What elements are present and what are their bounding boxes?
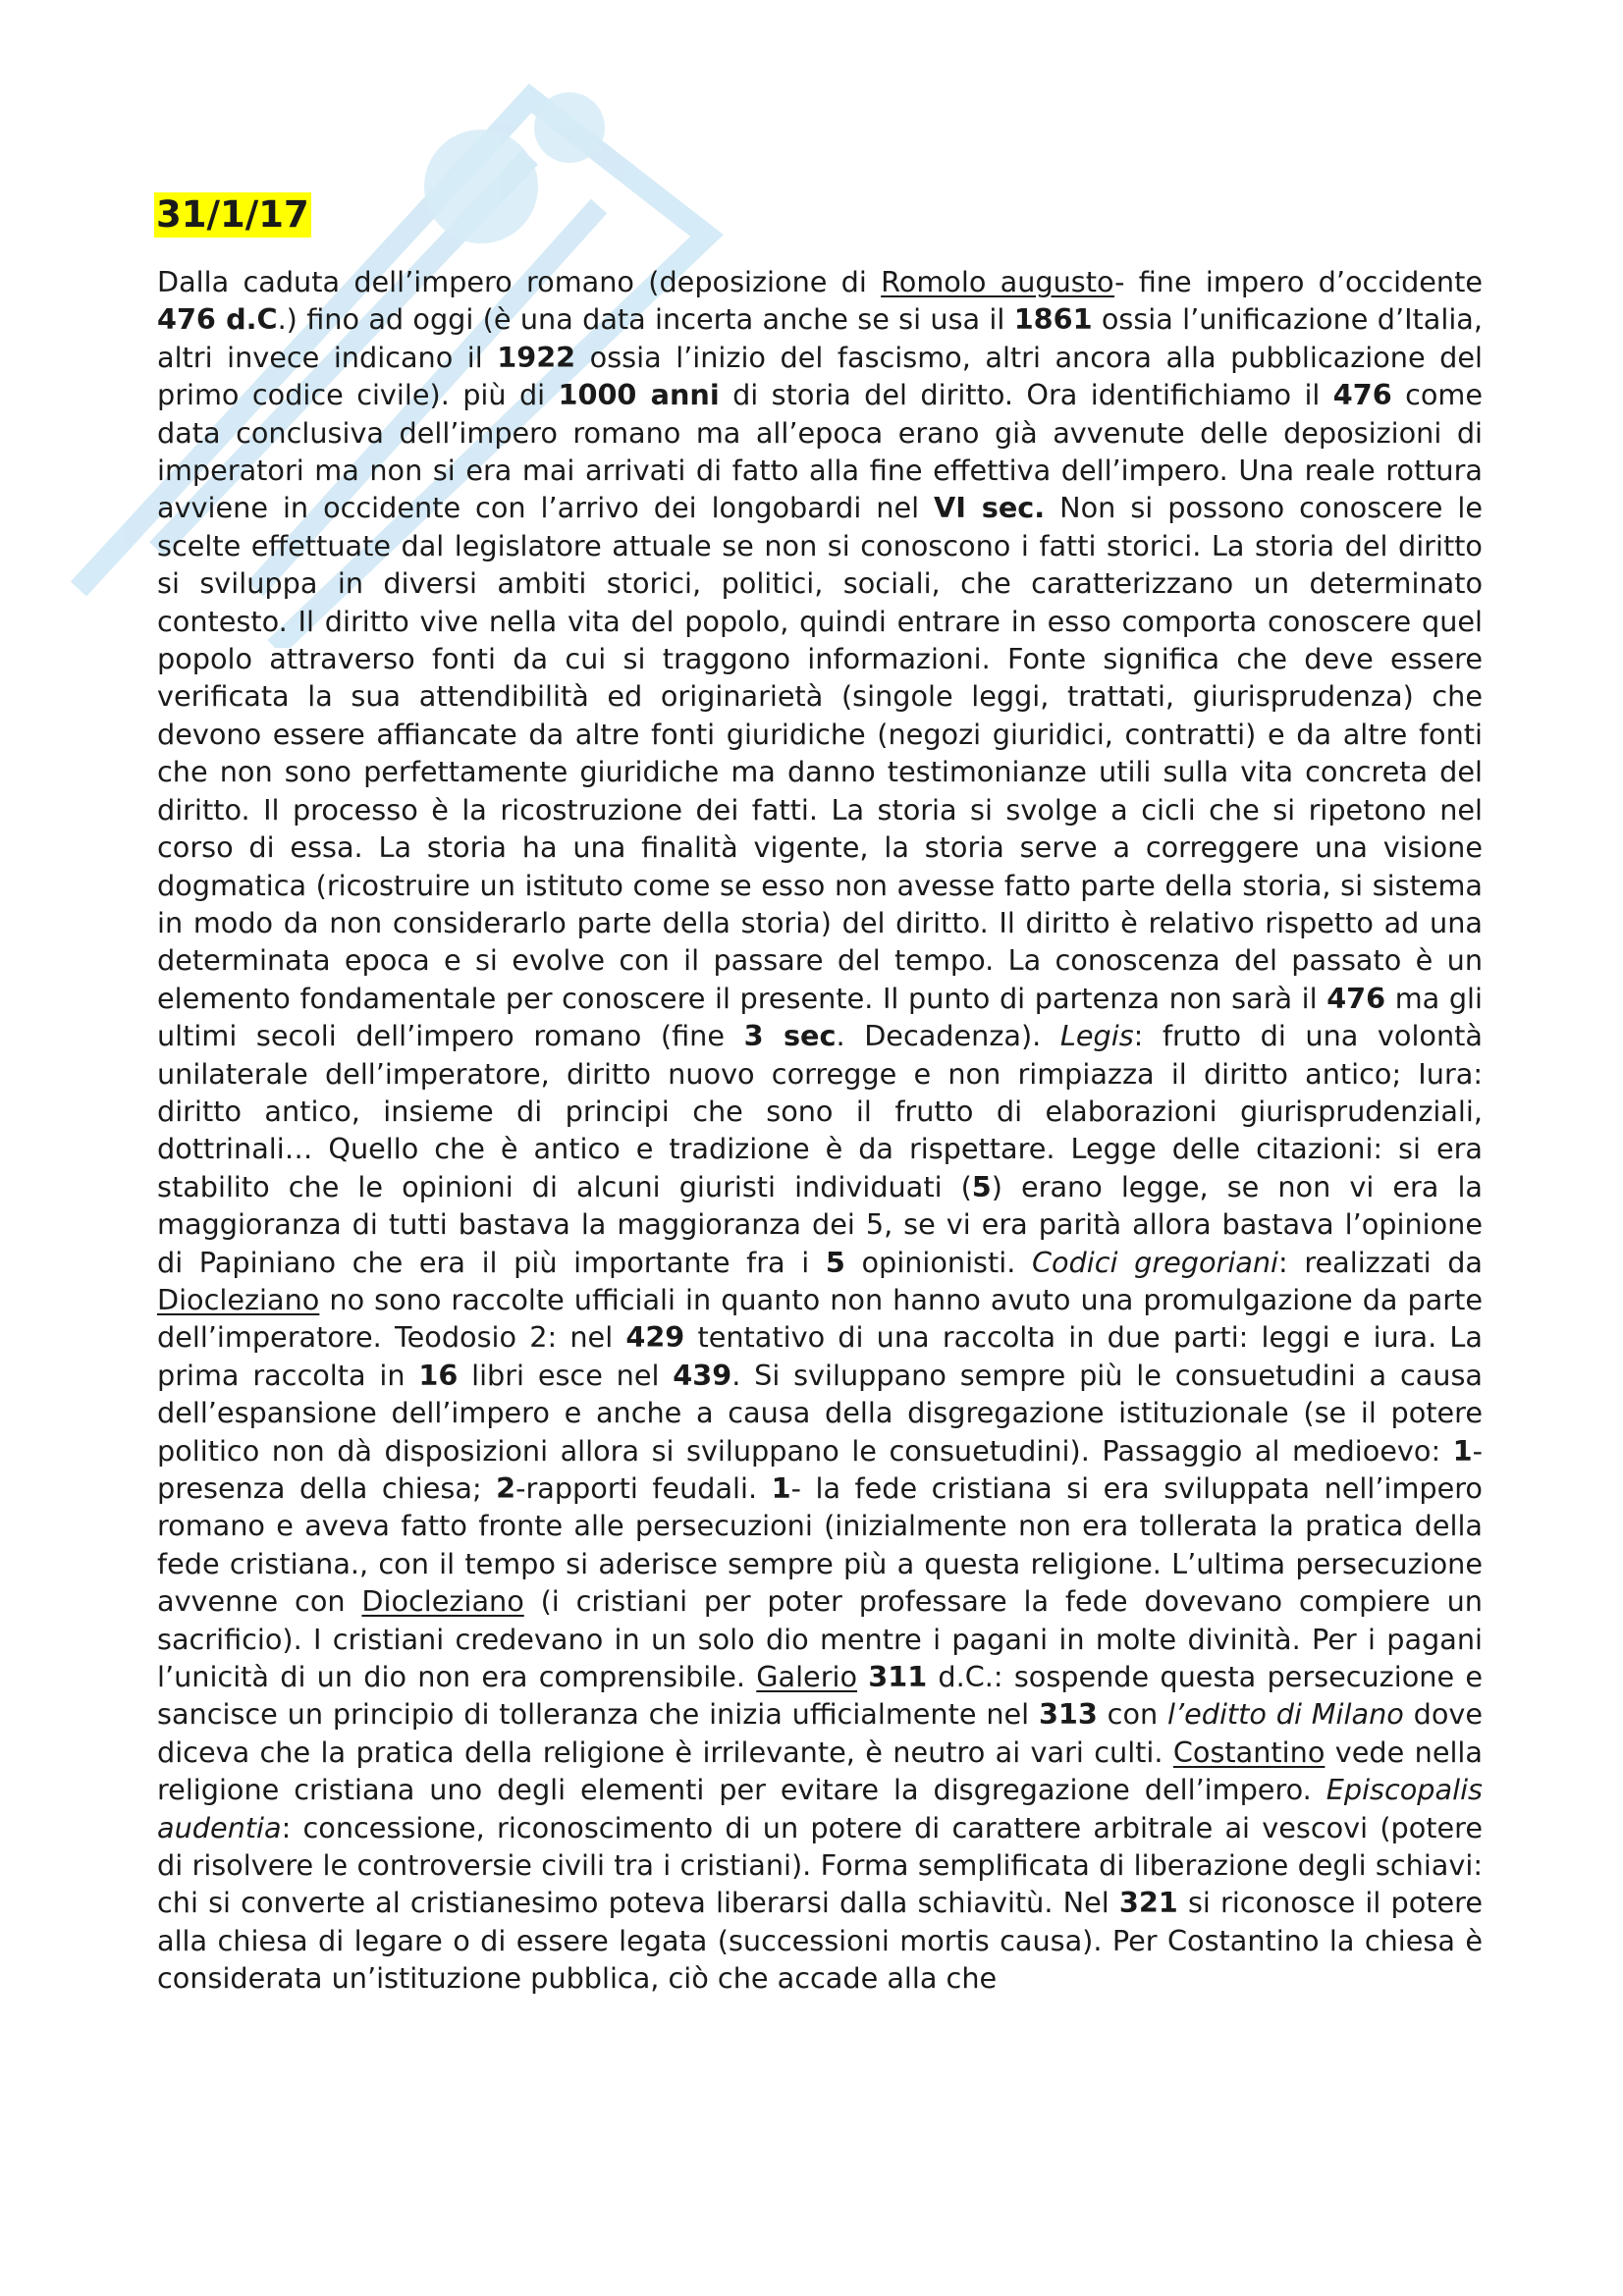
text-run: tentativo di una raccolta in due parti: leggi e iura. La prima raccolta in	[157, 1320, 1483, 1392]
text-run: si riconosce il potere alla chiesa di legare o di essere legata (successioni mortis causa). Per Costantino la chiesa è considerata un’istituzione pubblica, ciò che accade alla che	[157, 1886, 1483, 1996]
bold-term: 439	[673, 1358, 732, 1392]
text-run: (i cristiani per poter professare la fede dovevano compiere un sacrificio). I cristiani credevano in un solo dio mentre i pagani in molte divinità. Per i pagani l’unicità di un dio non era comprensibile.	[157, 1584, 1483, 1694]
bold-term: 311	[868, 1660, 928, 1694]
italic-term: Codici gregoriani	[1031, 1245, 1279, 1279]
underlined-name: Diocleziano	[361, 1584, 524, 1619]
text-run: - la fede cristiana si era sviluppata nell’impero romano e aveva fatto fronte alle persecuzioni (inizialmente non era tollerata la pratica della fede cristiana., con il tempo si aderisce sempre più a questa religione. L’ultima persecuzione avvenne con	[157, 1471, 1483, 1619]
bold-term: 476	[1332, 378, 1392, 412]
bold-term: 429	[625, 1320, 685, 1355]
bold-term: 16	[418, 1358, 459, 1392]
bold-term: 5	[971, 1169, 992, 1203]
bold-term: 1922	[497, 340, 576, 374]
bold-term: VI sec.	[934, 491, 1046, 525]
underlined-name: Romolo augusto	[881, 265, 1115, 298]
bold-term: 5	[825, 1245, 845, 1279]
text-run: ma gli ultimi secoli dell’impero romano (fine	[157, 981, 1483, 1053]
bold-term: 3 sec	[743, 1019, 837, 1053]
bold-term: 476 d.C	[157, 302, 278, 337]
text-run: libri esce nel	[458, 1358, 674, 1392]
italic-term: l’editto di Milano	[1167, 1697, 1404, 1732]
text-run: vede nella religione cristiana uno degli elementi per evitare la disgregazione dell’impero.	[157, 1735, 1483, 1807]
bold-term: 2	[496, 1471, 516, 1505]
text-run: : concessione, riconoscimento di un potere di carattere arbitrale ai vescovi (potere di risolvere le controversie civili tra i cristiani). Forma semplificata di liberazione degli schiavi: chi si converte al cristianesimo poteva liberarsi dalla schiavitù. Nel	[157, 1810, 1483, 1920]
bold-term: 1861	[1013, 302, 1093, 337]
text-run: come data conclusiva dell’impero romano ma all’epoca erano già avvenute delle deposizioni di imperatori ma non si era mai arrivati di fatto alla fine effettiva dell’impero. Una reale rottura avviene in occidente con l’arrivo dei longobardi nel	[157, 378, 1483, 525]
italic-term: Episcopalis audentia	[157, 1773, 1483, 1844]
text-run: dove diceva che la pratica della religione è irrilevante, è neutro ai vari culti.	[157, 1697, 1484, 1769]
text-run: opinionisti.	[844, 1245, 1032, 1279]
text-run: d.C.: sospende questa persecuzione e sancisce un principio di tolleranza che inizia ufficialmente nel	[157, 1660, 1483, 1732]
text-run: Dalla caduta dell’impero romano (deposizione di	[157, 265, 882, 298]
underlined-name: Diocleziano	[157, 1282, 320, 1316]
bold-term: 1	[771, 1471, 791, 1505]
underlined-name: Costantino	[1172, 1735, 1325, 1769]
text-run: .) fino ad oggi (è una data incerta anche se si usa il	[277, 302, 1014, 337]
text-run: ) erano legge, se non vi era la maggioranza di tutti bastava la maggioranza dei 5, se vi era parità allora bastava l’opinione di Papiniano che era il più importante fra i	[157, 1169, 1483, 1279]
text-run: - fine impero d’occidente	[1114, 265, 1484, 298]
text-run: con	[1097, 1697, 1168, 1732]
bold-term: 1	[1452, 1433, 1473, 1468]
text-run: . Decadenza).	[836, 1019, 1060, 1053]
text-run: -rapporti feudali.	[515, 1471, 772, 1505]
italic-term: Legis	[1059, 1019, 1134, 1053]
bold-term: 476	[1326, 981, 1386, 1015]
text-run: no sono raccolte ufficiali in quanto non hanno avuto una promulgazione da parte dell’imperatore. Teodosio 2: nel	[157, 1282, 1483, 1355]
body-paragraph	[157, 263, 1483, 1998]
bold-term: 321	[1118, 1886, 1178, 1920]
text-run: -presenza della chiesa;	[157, 1433, 1483, 1505]
text-run: . Si sviluppano sempre più le consuetudini a causa dell’espansione dell’impero e anche a causa della disgregazione istituzionale (se il potere politico non dà disposizioni allora si sviluppano le consuetudini). Passaggio al medioevo:	[157, 1358, 1484, 1468]
text-run: : frutto di una volontà unilaterale dell’imperatore, diritto nuovo corregge e non rimpiazza il diritto antico; Iura: diritto antico, insieme di principi che sono il frutto di elaborazioni giurisprudenziali, dottrinali… Quello che è antico e tradizione è da rispettare. Legge delle citazioni: si era stabilito che le opinioni di alcuni giuristi individuati (	[157, 1019, 1483, 1203]
underlined-name: Galerio	[756, 1660, 858, 1694]
text-run: ossia l’unificazione d’Italia, altri invece indicano il	[157, 302, 1483, 374]
text-run: ossia l’inizio del fascismo, altri ancora alla pubblicazione del primo codice civile). più di	[157, 340, 1483, 412]
date-heading: 31/1/17	[156, 193, 309, 236]
text-run: : realizzati da	[1278, 1245, 1483, 1279]
text-run: Non si possono conoscere le scelte effettuate dal legislatore attuale se non si conoscono i fatti storici. La storia del diritto si sviluppa in diversi ambiti storici, politici, sociali, che caratterizzano un determinato contesto. Il diritto vive nella vita del popolo, quindi entrare in esso comporta conoscere quel popolo attraverso fonti da cui si traggono informazioni. Fonte significa che deve essere verificata la sua attendibilità ed originarietà (singole leggi, trattati, giurisprudenza) che devono essere affiancate da altre fonti giuridiche (negozi giuridici, contratti) e da altre fonti che non sono perfettamente giuridiche ma danno testimonianze utili sulla vita concreta del diritto. Il processo è la ricostruzione dei fatti. La storia si svolge a cicli che si ripetono nel corso di essa. La storia ha una finalità vigente, la storia serve a correggere una visione dogmatica (ricostruire un istituto come se esso non avesse fatto parte della storia, si sistema in modo da non considerarlo parte della storia) del diritto. Il diritto è relativo rispetto ad una determinata epoca e si evolve con il passare del tempo. La conoscenza del passato è un elemento fondamentale per conoscere il presente. Il punto di partenza non sarà il	[157, 491, 1483, 1015]
bold-term: 313	[1038, 1697, 1098, 1732]
text-run: di storia del diritto. Ora identifichiamo il	[719, 378, 1333, 412]
text-run	[857, 1660, 868, 1693]
bold-term: 1000 anni	[558, 378, 720, 412]
